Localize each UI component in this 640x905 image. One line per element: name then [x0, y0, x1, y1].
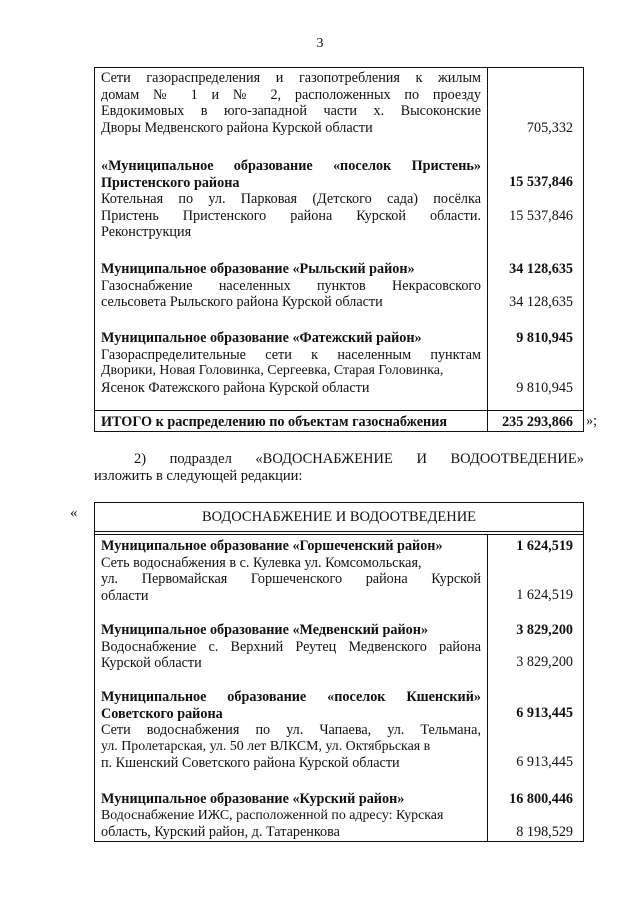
table-row: [101, 622, 481, 672]
table-header: ВОДОСНАБЖЕНИЕ И ВОДООТВЕДЕНИЕ: [95, 503, 583, 532]
total-amount: 235 293,866: [502, 414, 573, 430]
object-description-line: Газоснабжение населенных пунктов Некрасовского: [101, 277, 481, 294]
object-description-line: Сеть водоснабжения в с. Кулевка ул. Комсомольская,: [101, 554, 422, 571]
table-row: [101, 330, 481, 396]
object-amount: 3 829,200: [516, 654, 573, 670]
table-row: [101, 791, 481, 841]
object-description-line: сельсовета Рыльского района Курской области: [101, 294, 383, 310]
instruction-line: [134, 451, 584, 468]
municipality-total: 9 810,945: [516, 330, 573, 346]
object-amount: 34 128,635: [509, 294, 573, 310]
object-description-line: п. Кшенский Советского района Курской области: [101, 755, 400, 771]
object-description-line: Дворики, Новая Головинка, Сергеевка, Старая Головинка,: [101, 363, 444, 378]
municipality-title: Муниципальное образование «поселок Кшенский»: [101, 689, 481, 705]
header-rule: [95, 534, 583, 535]
table-row: [101, 538, 481, 604]
object-amount: 8 198,529: [516, 824, 573, 840]
instruction-word: «ВОДОСНАБЖЕНИЕ: [255, 451, 393, 467]
instruction-word: ВОДООТВЕДЕНИЕ»: [450, 451, 584, 467]
opening-quote: «: [70, 505, 78, 521]
object-description-line: Водоснабжение с. Верхний Реутец Медвенского района: [101, 638, 481, 655]
gas-supply-table: [94, 67, 584, 432]
municipality-title: Муниципальное образование «Горшеченский район»: [101, 538, 443, 554]
column-divider: [487, 534, 488, 841]
municipality-title: Пристенского района: [101, 174, 240, 191]
municipality-title: «Муниципальное образование «поселок Пристень»: [101, 158, 481, 174]
municipality-title: Муниципальное образование «Медвенский район»: [101, 622, 429, 638]
object-amount: 6 913,445: [516, 754, 573, 770]
municipality-title: Муниципальное образование «Фатежский район»: [101, 330, 422, 346]
municipality-total: 15 537,846: [509, 174, 573, 190]
total-label: ИТОГО к распределению по объектам газоснабжения: [101, 414, 448, 430]
object-description-line: Ясенок Фатежского района Курской области: [101, 379, 370, 396]
table-row: [101, 158, 481, 241]
instruction-line: изложить в следующей редакции:: [94, 468, 303, 484]
water-supply-table: [94, 502, 584, 842]
page-number: 3: [316, 36, 324, 51]
object-description-line: Пристень Пристенского района Курской области.: [101, 207, 481, 224]
municipality-total: 6 913,445: [516, 705, 573, 721]
municipality-total: 1 624,519: [516, 538, 573, 554]
object-amount: 1 624,519: [516, 587, 573, 603]
municipality-total: 34 128,635: [509, 261, 573, 277]
municipality-total: 16 800,446: [509, 791, 573, 807]
total-row: [95, 410, 583, 411]
object-description-line: Реконструкция: [101, 224, 192, 240]
table-row: [101, 70, 481, 136]
object-description-line: Курской области: [101, 655, 202, 671]
municipality-total: 3 829,200: [516, 622, 573, 638]
object-amount: 15 537,846: [509, 208, 573, 224]
object-amount: 9 810,945: [516, 380, 573, 396]
object-description-line: области: [101, 587, 149, 604]
object-description-line: Евдокимовых в юго-западной части х. Высоконские: [101, 103, 481, 119]
object-description-line: Сети водоснабжения по ул. Чапаева, ул. Тельмана,: [101, 722, 481, 738]
municipality-title: Муниципальное образование «Рыльский район»: [101, 261, 415, 277]
object-description-line: Дворы Медвенского района Курской области: [101, 119, 373, 136]
instruction-word: подраздел: [169, 451, 232, 467]
closing-quote: »;: [586, 413, 598, 429]
object-description-line: домам № 1 и № 2, расположенных по проезду: [101, 86, 481, 103]
table-row: [101, 689, 481, 772]
column-divider: [487, 68, 488, 431]
instruction-word: И: [416, 451, 427, 467]
object-description-line: Газораспределительные сети к населенным пунктам: [101, 346, 481, 363]
object-amount: 705,332: [526, 120, 573, 136]
object-description-line: ул. Первомайская Горшеченского района Курской: [101, 571, 481, 587]
municipality-title: Советского района: [101, 705, 223, 722]
object-description-line: ул. Пролетарская, ул. 50 лет ВЛКСМ, ул. Октябрьская в: [101, 738, 431, 754]
table-row: [101, 261, 481, 311]
object-description-line: Котельная по ул. Парковая (Детского сада) посёлка: [101, 191, 481, 207]
object-description-line: Сети газораспределения и газопотребления к жилым: [101, 70, 481, 86]
object-description-line: Водоснабжение ИЖС, расположенной по адресу: Курская: [101, 807, 444, 823]
object-description-line: область, Курский район, д. Татаренкова: [101, 824, 340, 840]
municipality-title: Муниципальное образование «Курский район»: [101, 791, 405, 807]
item-number: 2): [134, 451, 147, 467]
